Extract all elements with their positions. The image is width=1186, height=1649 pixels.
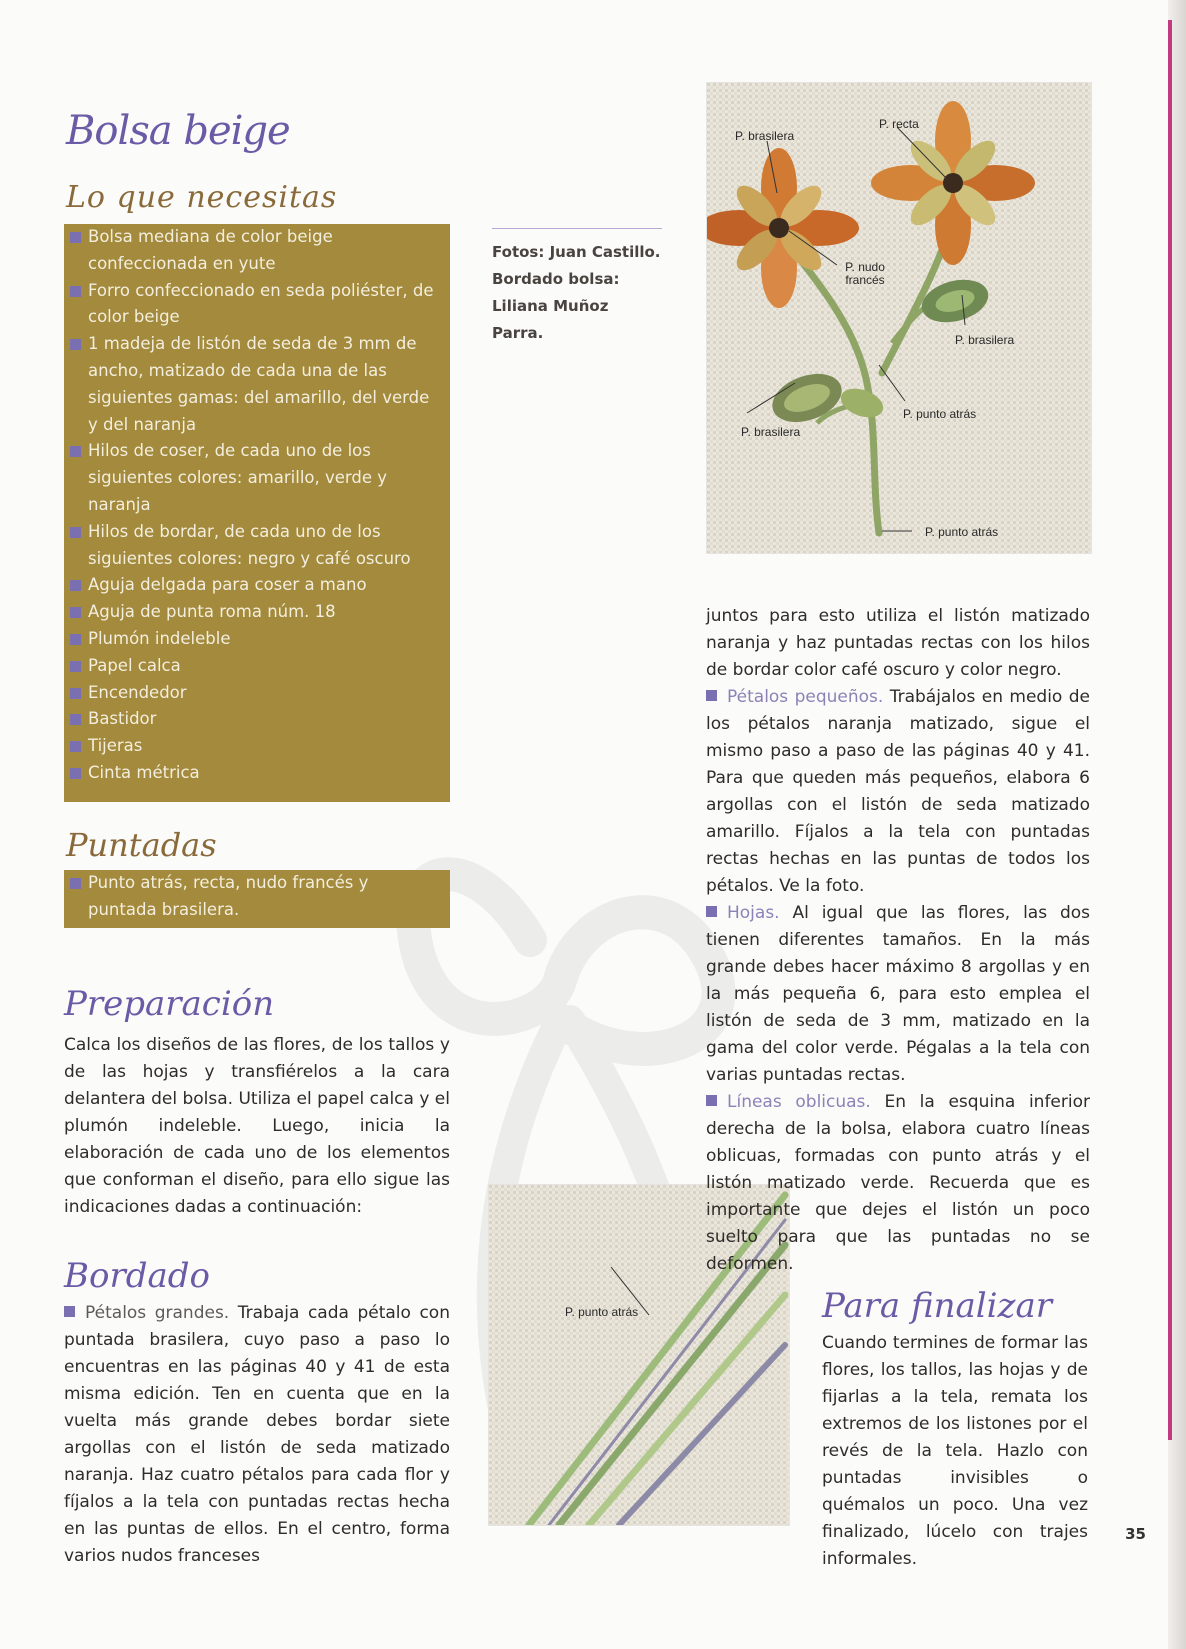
photo-credits bbox=[492, 228, 662, 347]
credits-photos: Fotos: Juan Castillo. bbox=[492, 243, 661, 261]
bordado-heading: Bordado bbox=[64, 1256, 210, 1296]
right-column-text: juntos para esto utiliza el listón matizado naranja y haz puntadas rectas con los hilos de bordar color café oscuro y color negro. Pétalos pequeños. Trabájalos en medio de los pétalos naranja matizado, sigue el mismo paso a paso de las páginas 40 y 41. Para que queden más pequeños, elabora 6 argollas con el listón de seda matizado amarillo. Fíjalos a la tela con puntadas rectas hechas en las puntas de todos los pétalos. Ve la foto. Hojas. Al igual que las flores, las dos tienen diferentes tamaños. En la más grande debes hacer máximo 8 argollas y en la más pequeña 6, para esto emplea el listón de seda de 3 mm, matizado en la gama del color verde. Pégalas a la tela con varias puntadas rectas. Líneas oblicuas. En la esquina inferior derecha de la bolsa, elabora cuatro líneas oblicuas, formadas con punto atrás y el listón matizado verde. Recuerda que es importante que dejes el listón un poco suelto para que las puntadas no se deformen. bbox=[706, 606, 1090, 1274]
finalizar-heading: Para finalizar bbox=[822, 1286, 1052, 1326]
list-item: Encendedor bbox=[68, 680, 442, 707]
flowers-embroidery-image bbox=[707, 83, 1091, 553]
petalos-pequenos-lead: Pétalos pequeños. bbox=[727, 687, 884, 707]
bullet-icon bbox=[70, 527, 81, 538]
stitches-heading: Puntadas bbox=[66, 826, 217, 864]
label-brasilera-left: P. brasilera bbox=[741, 425, 801, 439]
list-item: 1 madeja de listón de seda de 3 mm de ancho, matizado de cada una de las siguientes gamas: del amarillo, del verde y del naranja bbox=[68, 331, 442, 438]
preparacion-text: Calca los diseños de las flores, de los tallos y de las hojas y transfiérelos a la cara delantera del bolsa. Utiliza el papel calca y el plumón indeleble. Luego, inicia la elaboración de cada uno de los elementos que conforman el diseño, para ello sigue las indicaciones dadas a continuación: bbox=[64, 1035, 450, 1217]
flowers-photo bbox=[706, 82, 1092, 554]
finalizar-text: Cuando termines de formar las flores, los tallos, las hojas y de fijarlas a la tela, remata los extremos de los listones por el revés de la tela. Hazlo con puntadas invisibles o quémalos un poco. Una vez finalizado, lúcelo con trajes informales. bbox=[822, 1333, 1088, 1569]
list-item: Hilos de bordar, de cada uno de los siguientes colores: negro y café oscuro bbox=[68, 519, 442, 573]
list-item: Tijeras bbox=[68, 733, 442, 760]
label-brasilera-right: P. brasilera bbox=[955, 333, 1015, 347]
list-item: Hilos de coser, de cada uno de los siguientes colores: amarillo, verde y naranja bbox=[68, 438, 442, 518]
bullet-icon bbox=[706, 906, 717, 917]
bullet-icon bbox=[70, 446, 81, 457]
list-item: Plumón indeleble bbox=[68, 626, 442, 653]
bullet-icon bbox=[706, 690, 717, 701]
bullet-icon bbox=[70, 714, 81, 725]
lineas-lead: Líneas oblicuas. bbox=[727, 1092, 871, 1112]
bordado-text: Pétalos grandes. Trabaja cada pétalo con puntada brasilera, cuyo paso a paso lo encuentras en las páginas 40 y 41 de esta misma edición. Ten en cuenta que en la vuelta más grande debes bordar siete argollas con el listón de seda matizado naranja. Haz cuatro pétalos para cada flor y fíjalos a la tela con puntadas rectas hecha en las puntas de ellos. En el centro, forma varios nudos franceses bbox=[64, 1303, 450, 1566]
bullet-icon bbox=[70, 741, 81, 752]
bullet-icon bbox=[70, 286, 81, 297]
preparacion-heading: Preparación bbox=[64, 984, 275, 1024]
bullet-icon bbox=[70, 688, 81, 699]
continuation-text: juntos para esto utiliza el listón matizado naranja y haz puntadas rectas con los hilos de bordar color café oscuro y color negro. bbox=[706, 606, 1090, 680]
list-item: Punto atrás, recta, nudo francés y puntada brasilera. bbox=[68, 870, 442, 924]
bullet-icon bbox=[70, 878, 81, 889]
label-punto-atras-mid: P. punto atrás bbox=[903, 407, 977, 421]
label-punto-atras-bottom: P. punto atrás bbox=[925, 525, 999, 539]
bullet-icon bbox=[70, 580, 81, 591]
label-recta: P. recta bbox=[879, 117, 919, 131]
list-item: Aguja delgada para coser a mano bbox=[68, 572, 442, 599]
credits-embroidery: Bordado bolsa: Liliana Muñoz Parra. bbox=[492, 270, 620, 342]
list-item: Bolsa mediana de color beige confeccionada en yute bbox=[68, 224, 442, 278]
bullet-icon bbox=[70, 661, 81, 672]
list-item: Bastidor bbox=[68, 706, 442, 733]
bullet-icon bbox=[706, 1095, 717, 1106]
list-item: Cinta métrica bbox=[68, 760, 442, 787]
page-title: Bolsa beige bbox=[66, 108, 290, 154]
list-item: Aguja de punta roma núm. 18 bbox=[68, 599, 442, 626]
bullet-icon bbox=[70, 339, 81, 350]
label-nudo-frances: P. nudo francés bbox=[845, 260, 885, 287]
materials-heading: Lo que necesitas bbox=[66, 180, 338, 215]
hojas-lead: Hojas. bbox=[727, 903, 780, 923]
label-punto-atras-lines: P. punto atrás bbox=[565, 1305, 639, 1319]
label-brasilera-top: P. brasilera bbox=[735, 129, 795, 143]
stitches-box bbox=[64, 870, 450, 928]
page-edge-stripe bbox=[1168, 20, 1172, 1440]
list-item: Forro confeccionado en seda poliéster, de color beige bbox=[68, 278, 442, 332]
bullet-icon bbox=[64, 1306, 75, 1317]
bullet-icon bbox=[70, 768, 81, 779]
page-number: 35 bbox=[1125, 1525, 1146, 1543]
bullet-icon bbox=[70, 634, 81, 645]
bullet-icon bbox=[70, 607, 81, 618]
materials-box bbox=[64, 224, 450, 802]
list-item: Papel calca bbox=[68, 653, 442, 680]
bullet-icon bbox=[70, 232, 81, 243]
